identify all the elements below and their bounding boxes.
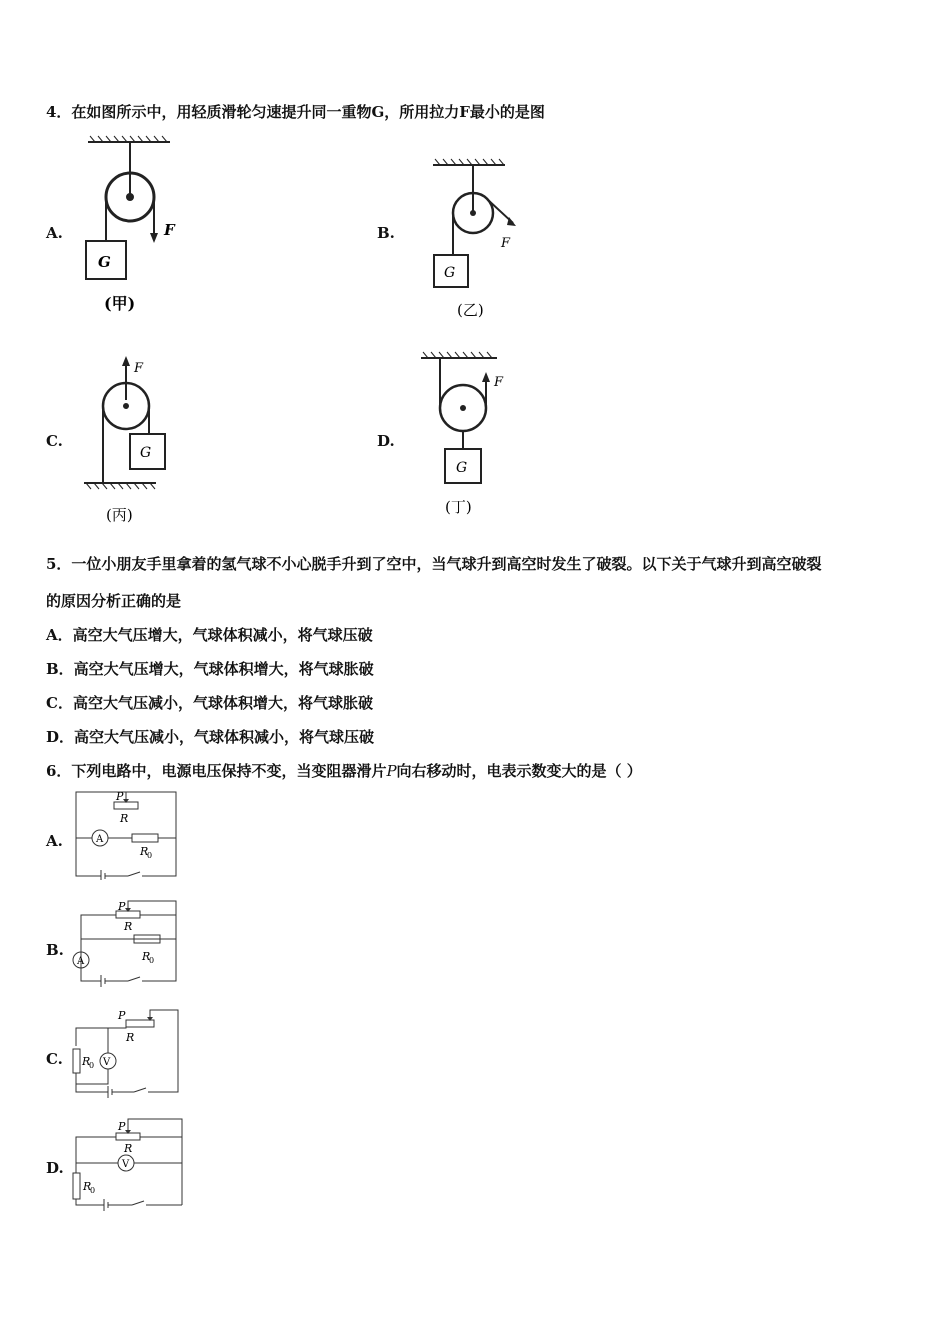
force-label: F — [494, 375, 504, 390]
q4-option-b-label: B. — [377, 224, 395, 242]
svg-text:R: R — [140, 845, 149, 858]
force-label: F — [164, 221, 175, 239]
svg-text:P: P — [118, 900, 126, 913]
weight-label: G — [456, 460, 468, 476]
svg-text:P: P — [118, 1009, 126, 1022]
q6-option-a-label: A. — [46, 832, 63, 850]
question-5-stem-line2: 的原因分析正确的是 — [46, 592, 182, 610]
q4-option-d-label: D. — [377, 432, 395, 450]
figure-caption: (乙) — [457, 301, 484, 319]
svg-text:R: R — [124, 1142, 133, 1155]
question-5-stem-line1: 5．一位小朋友手里拿着的氢气球不小心脱手升到了空中，当气球升到高空时发生了破裂。以下关于气球升到高空破裂 — [46, 555, 822, 573]
figure-caption: (丁) — [445, 498, 472, 516]
pulley-figure-bing — [80, 352, 180, 532]
svg-text:R: R — [83, 1180, 92, 1193]
q5-option-b: B．高空大气压增大，气球体积增大，将气球胀破 — [46, 660, 374, 678]
q6-option-b-label: B. — [46, 941, 64, 959]
weight-label: G — [98, 253, 111, 271]
svg-text:R: R — [142, 950, 151, 963]
pulley-figure-jia — [80, 135, 180, 320]
q6-option-c-label: C. — [46, 1050, 63, 1068]
circuit-c — [68, 1006, 183, 1098]
stem-var: P — [386, 762, 397, 780]
q5-option-a: A．高空大气压增大，气球体积减小，将气球压破 — [46, 626, 373, 644]
svg-text:R: R — [82, 1055, 91, 1068]
stem-pre: 6．下列电路中，电源电压保持不变，当变阻器滑片 — [46, 762, 387, 780]
q6-option-d-label: D. — [46, 1159, 64, 1177]
force-arrow — [150, 233, 158, 243]
weight-label: G — [140, 445, 152, 461]
force-label: F — [501, 236, 511, 251]
circuit-d — [68, 1115, 188, 1211]
q4-option-c-label: C. — [46, 432, 63, 450]
q5-option-d: D．高空大气压减小，气球体积减小，将气球压破 — [46, 728, 375, 746]
svg-text:P: P — [116, 790, 124, 803]
svg-text:A: A — [96, 834, 104, 845]
svg-text:0: 0 — [90, 1186, 96, 1195]
force-label: F — [134, 361, 144, 376]
circuit-a — [68, 788, 183, 880]
svg-text:P: P — [118, 1120, 126, 1133]
svg-text:R: R — [124, 920, 133, 933]
question-6-stem — [46, 760, 642, 781]
circuit-b — [68, 897, 183, 989]
svg-text:V: V — [103, 1057, 111, 1068]
question-4-stem: 4．在如图所示中，用轻质滑轮匀速提升同一重物G，所用拉力F最小的是图 — [46, 103, 545, 121]
figure-caption: (丙) — [106, 506, 133, 524]
svg-text:0: 0 — [149, 956, 155, 965]
pulley-figure-ding — [415, 348, 525, 524]
svg-text:A: A — [77, 956, 85, 967]
pulley-figure-yi — [425, 155, 535, 325]
svg-text:R: R — [126, 1031, 135, 1044]
q4-option-a-label: A. — [46, 224, 63, 242]
weight-label: G — [444, 265, 456, 281]
stem-post: 向右移动时，电表示数变大的是（ ） — [396, 762, 642, 780]
svg-text:R: R — [120, 812, 129, 825]
svg-text:0: 0 — [147, 851, 153, 860]
figure-caption: (甲) — [104, 294, 136, 313]
svg-text:V: V — [122, 1159, 130, 1170]
q5-option-c: C．高空大气压减小，气球体积增大，将气球胀破 — [46, 694, 373, 712]
svg-text:0: 0 — [89, 1061, 95, 1070]
